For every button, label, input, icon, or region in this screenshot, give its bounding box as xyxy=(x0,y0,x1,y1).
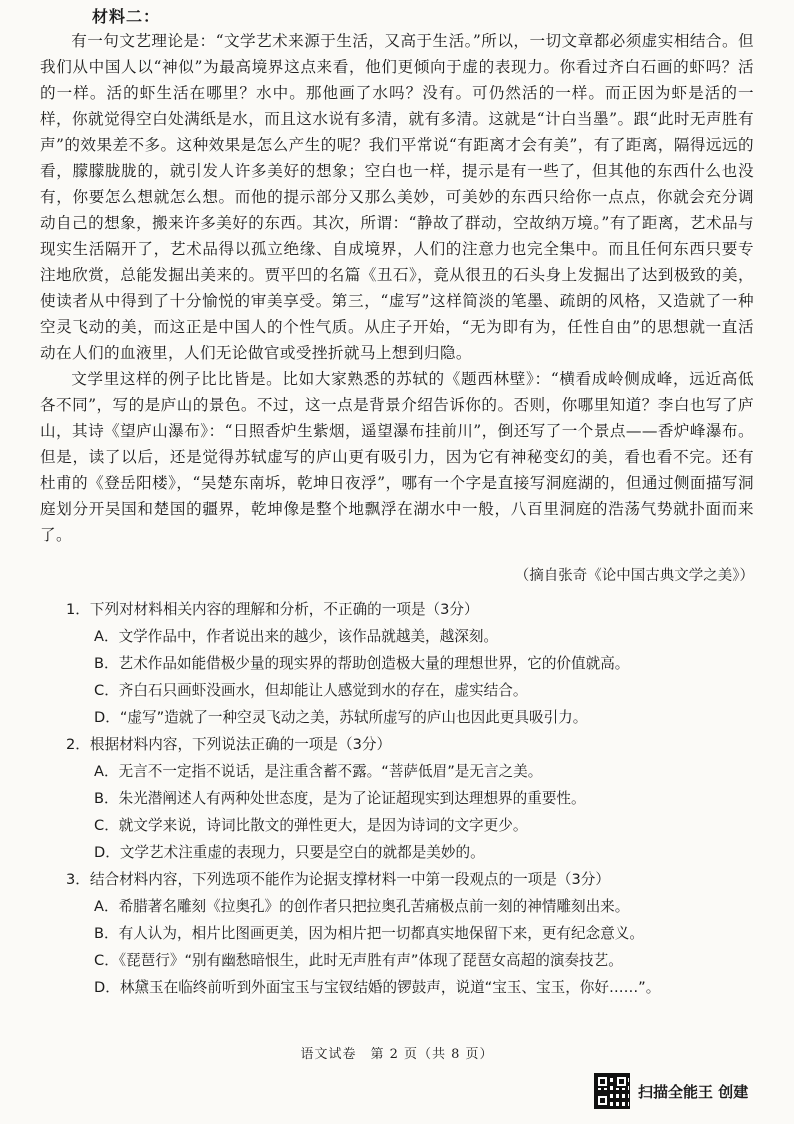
question-2 xyxy=(66,731,756,866)
question-1 xyxy=(66,596,756,731)
option-c: C．《琵琶行》“别有幽愁暗恨生，此时无声胜有声”体现了琵琶女高超的演奏技艺。 xyxy=(94,952,623,969)
passage-paragraph: 文学里这样的例子比比皆是。比如大家熟悉的苏轼的《题西林壁》：“横看成岭侧成峰，远近高低各不同”，写的是庐山的景色。不过，这一点是背景介绍告诉你的。否则，你哪里知道？李白也写了庐山，其诗《望庐山瀑布》：“日照香炉生紫烟，遥望瀑布挂前川”，倒还写了一个景点——香炉峰瀑布。但是，读了以后，还是觉得苏轼虚写的庐山更有吸引力，因为它有神秘变幻的美，看也看不完。还有杜甫的《登岳阳楼》，“吴楚东南坼，乾坤日夜浮”，哪有一个字是直接写洞庭湖的，但通过侧面描写洞庭划分开吴国和楚国的疆界，乾坤像是整个地飘浮在湖水中一般，八百里洞庭的浩荡气势就扑面而来了。 xyxy=(40,370,754,544)
option-c: C．就文学来说，诗词比散文的弹性更大，是因为诗词的文字更少。 xyxy=(94,817,528,834)
scanner-label: 扫描全能王 创建 xyxy=(638,1082,749,1101)
option-a: A．希腊著名雕刻《拉奥孔》的创作者只把拉奥孔苦痛极点前一刻的神情雕刻出来。 xyxy=(94,898,630,915)
option-d: D．文学艺术注重虚的表现力，只要是空白的就都是美妙的。 xyxy=(94,844,485,861)
passage-paragraph: 有一句文艺理论是：“文学艺术来源于生活，又高于生活。”所以，一切文章都必须虚实相结合。但我们从中国人以“神似”为最高境界这点来看，他们更倾向于虚的表现力。你看过齐白石画的虾吗？活的一样。活的虾生活在哪里？水中。那他画了水吗？没有。可仍然活的一样。而正因为虾是活的一样，你就觉得空白处满纸是水，而且这水说有多清，就有多清。这就是“计白当墨”。跟“此时无声胜有声”的效果差不多。这种效果是怎么产生的呢？我们平常说“有距离才会有美”，有了距离，隔得远远的看，朦朦胧胧的，就引发人许多美好的想象；空白也一样，提示是有一些了，但其他的东西什么也没有，你要怎么想就怎么想。而他的提示部分又那么美妙，可美妙的东西只给你一点点，你就会充分调动自己的想象，搬来许多美好的东西。其次，所谓：“静故了群动，空故纳万境。”有了距离，艺术品与现实生活隔开了，艺术品得以孤立绝缘、自成境界，人们的注意力也完全集中。而且任何东西只要专注地欣赏，总能发掘出美来的。贾平凹的名篇《丑石》，竟从很丑的石头身上发掘出了达到极致的美，使读者从中得到了十分愉悦的审美享受。第三，“虚写”这样简淡的笔墨、疏朗的风格，又造就了一种空灵飞动的美，而这正是中国人的个性气质。从庄子开始，“无为即有为，任性自由”的思想就一直活动在人们的血液里，人们无论做官或受挫折就马上想到归隐。 xyxy=(40,32,754,362)
passage-source: （摘自张奇《论中国古典文学之美》） xyxy=(514,568,754,584)
question-stem: 2．根据材料内容，下列说法正确的一项是（3分） xyxy=(66,736,392,753)
option-d: D．林黛玉在临终前听到外面宝玉与宝钗结婚的锣鼓声，说道“宝玉、宝玉，你好……”。 xyxy=(94,979,661,996)
question-3 xyxy=(66,866,756,1001)
question-stem: 3．结合材料内容，下列选项不能作为论据支撑材料一中第一段观点的一项是（3分） xyxy=(66,871,610,888)
option-b: B．朱光潜阐述人有两种处世态度，是为了论证超现实到达理想界的重要性。 xyxy=(94,790,586,807)
qr-code-icon xyxy=(594,1073,630,1109)
question-stem: 1．下列对材料相关内容的理解和分析，不正确的一项是（3分） xyxy=(66,601,479,618)
scanner-watermark xyxy=(594,1073,748,1109)
option-c: C．齐白石只画虾没画水，但却能让人感觉到水的存在，虚实结合。 xyxy=(94,682,528,699)
option-a: A．文学作品中，作者说出来的越少，该作品就越美，越深刻。 xyxy=(94,628,499,645)
page-footer: 语文试卷 第 2 页（共 8 页） xyxy=(300,1047,494,1062)
section-heading: 材料二： xyxy=(92,7,161,26)
reading-passage xyxy=(40,28,754,548)
option-b: B．艺术作品如能借极少量的现实界的帮助创造极大量的理想世界，它的价值就高。 xyxy=(94,655,630,672)
option-d: D．“虚写”造就了一种空灵飞动之美，苏轼所虚写的庐山也因此更具吸引力。 xyxy=(94,709,588,726)
question-list xyxy=(66,596,756,1001)
option-b: B．有人认为，相片比图画更美，因为相片把一切都真实地保留下来，更有纪念意义。 xyxy=(94,925,644,942)
option-a: A．无言不一定指不说话，是注重含蓄不露。“菩萨低眉”是无言之美。 xyxy=(94,763,543,780)
